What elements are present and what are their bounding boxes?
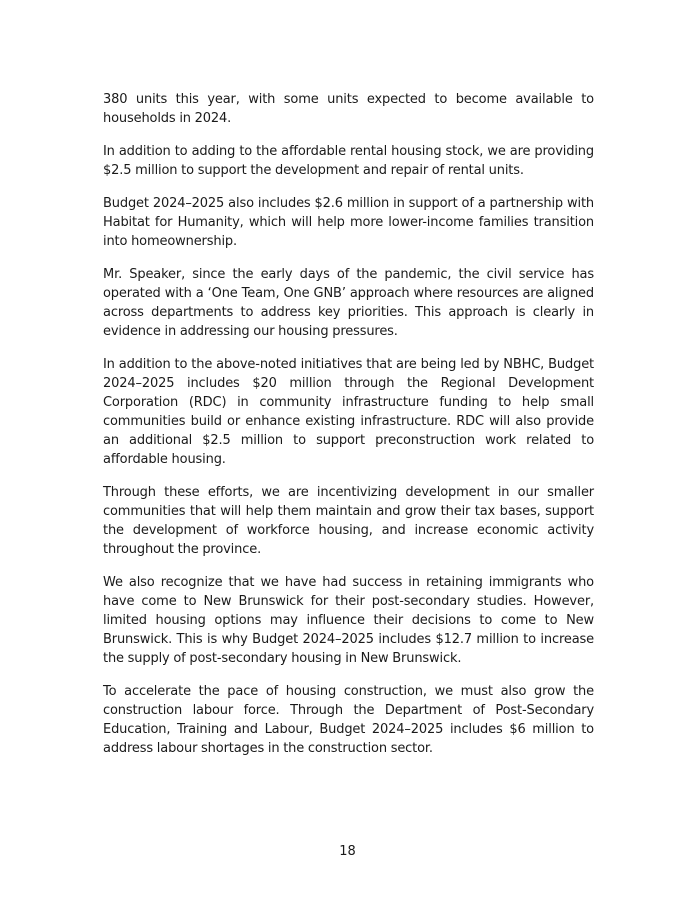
paragraph-housing-units: 380 units this year, with some units expected to become available to households in 2024. xyxy=(103,92,594,126)
page-number: 18 xyxy=(339,844,356,859)
paragraph-habitat-for-humanity: Budget 2024–2025 also includes $2.6 million in support of a partnership with Habitat for Humanity, which will help more lower-income families transition into homeownership. xyxy=(103,196,594,249)
paragraph-smaller-communities: Through these efforts, we are incentivizing development in our smaller communities that will help them maintain and grow their tax bases, support the development of workforce housing, and increase economic activity throughout the province. xyxy=(103,485,594,557)
paragraph-post-secondary-housing: We also recognize that we have had success in retaining immigrants who have come to New Brunswick for their post-secondary studies. However, limited housing options may influence their decisions to come to New Brunswick. This is why Budget 2024–2025 includes $12.7 million to increase the supply of post-secondary housing in New Brunswick. xyxy=(103,575,594,666)
paragraph-rdc-infrastructure: In addition to the above-noted initiatives that are being led by NBHC, Budget 2024–2025 includes $20 million through the Regional Development Corporation (RDC) in community infrastructure funding to help small communities build or enhance existing infrastructure. RDC will also provide an additional $2.5 million to support preconstruction work related to affordable housing. xyxy=(103,357,594,467)
paragraph-one-team-one-gnb: Mr. Speaker, since the early days of the pandemic, the civil service has operated with a ‘One Team, One GNB’ approach where resources are aligned across departments to address key priorities. This approach is clearly in evidence in addressing our housing pressures. xyxy=(103,267,594,339)
body-text xyxy=(103,90,594,772)
paragraph-construction-labour: To accelerate the pace of housing construction, we must also grow the construction labour force. Through the Department of Post-Secondary Education, Training and Labour, Budget 2024–2025 includes $6 million to address labour shortages in the construction sector. xyxy=(103,684,594,756)
paragraph-rental-repair: In addition to adding to the affordable rental housing stock, we are providing $2.5 million to support the development and repair of rental units. xyxy=(103,144,594,178)
